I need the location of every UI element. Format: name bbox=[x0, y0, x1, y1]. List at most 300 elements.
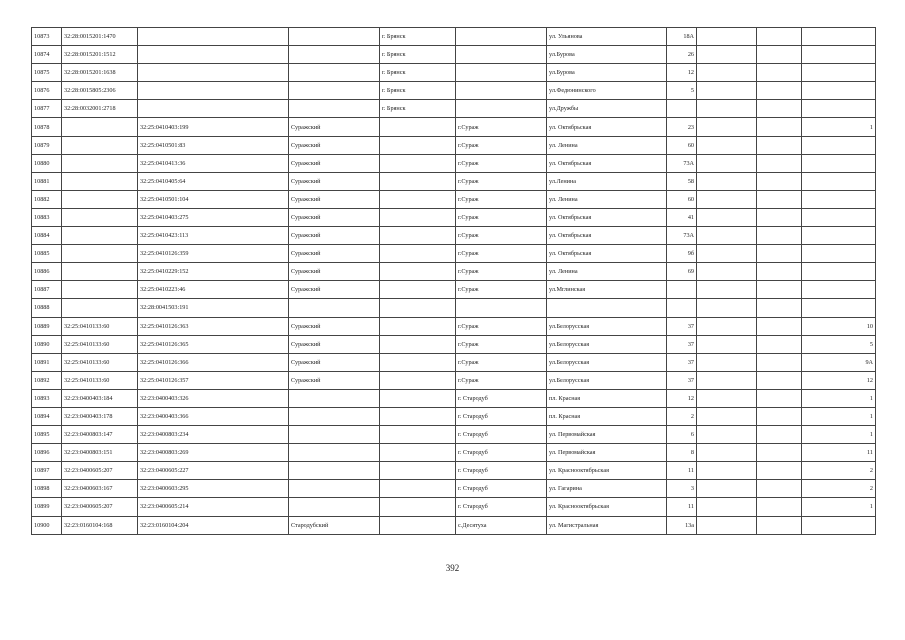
record-number-cell: 10896 bbox=[32, 444, 62, 462]
apartment-cell bbox=[802, 516, 876, 534]
district-cell bbox=[289, 444, 380, 462]
parcel-cadastral-number-cell: 32:23:0400605:207 bbox=[62, 462, 138, 480]
record-number-cell: 10875 bbox=[32, 64, 62, 82]
apartment-cell bbox=[802, 281, 876, 299]
settlement-cell: г. Стародуб bbox=[456, 426, 547, 444]
house-cell: 23 bbox=[667, 118, 697, 136]
parcel-cadastral-number-cell: 32:28:0032001:2718 bbox=[62, 100, 138, 118]
building-cell bbox=[697, 407, 757, 425]
object-cadastral-number-cell: 32:25:0410126:357 bbox=[138, 371, 289, 389]
district-cell: Суражский bbox=[289, 227, 380, 245]
city-cell: г. Брянск bbox=[380, 64, 456, 82]
street-cell: ул. Магистральная bbox=[547, 516, 667, 534]
object-cadastral-number-cell: 32:23:0400403:366 bbox=[138, 407, 289, 425]
object-cadastral-number-cell bbox=[138, 46, 289, 64]
settlement-cell: г.Сураж bbox=[456, 371, 547, 389]
settlement-cell: г. Стародуб bbox=[456, 444, 547, 462]
settlement-cell: г.Сураж bbox=[456, 190, 547, 208]
extra-cell bbox=[757, 426, 802, 444]
record-number-cell: 10888 bbox=[32, 299, 62, 317]
apartment-cell bbox=[802, 154, 876, 172]
street-cell: ул. Октябрьская bbox=[547, 245, 667, 263]
district-cell bbox=[289, 82, 380, 100]
table-row bbox=[32, 227, 876, 245]
parcel-cadastral-number-cell bbox=[62, 299, 138, 317]
parcel-cadastral-number-cell: 32:25:0410133:60 bbox=[62, 353, 138, 371]
district-cell: Суражский bbox=[289, 172, 380, 190]
house-cell: 60 bbox=[667, 190, 697, 208]
district-cell bbox=[289, 46, 380, 64]
record-number-cell: 10895 bbox=[32, 426, 62, 444]
extra-cell bbox=[757, 335, 802, 353]
house-cell: 9б bbox=[667, 245, 697, 263]
district-cell bbox=[289, 299, 380, 317]
city-cell bbox=[380, 136, 456, 154]
building-cell bbox=[697, 245, 757, 263]
house-cell: 69 bbox=[667, 263, 697, 281]
city-cell bbox=[380, 172, 456, 190]
record-number-cell: 10890 bbox=[32, 335, 62, 353]
settlement-cell: г. Стародуб bbox=[456, 480, 547, 498]
apartment-cell bbox=[802, 172, 876, 190]
parcel-cadastral-number-cell: 32:25:0410133:60 bbox=[62, 371, 138, 389]
house-cell: 11 bbox=[667, 498, 697, 516]
city-cell bbox=[380, 245, 456, 263]
object-cadastral-number-cell: 32:23:0400803:234 bbox=[138, 426, 289, 444]
house-cell: 37 bbox=[667, 353, 697, 371]
apartment-cell bbox=[802, 263, 876, 281]
record-number-cell: 10899 bbox=[32, 498, 62, 516]
city-cell bbox=[380, 498, 456, 516]
building-cell bbox=[697, 263, 757, 281]
record-number-cell: 10889 bbox=[32, 317, 62, 335]
building-cell bbox=[697, 190, 757, 208]
record-number-cell: 10881 bbox=[32, 172, 62, 190]
city-cell: г. Брянск bbox=[380, 82, 456, 100]
parcel-cadastral-number-cell: 32:23:0160104:168 bbox=[62, 516, 138, 534]
extra-cell bbox=[757, 245, 802, 263]
street-cell: ул.Федюнинского bbox=[547, 82, 667, 100]
record-number-cell: 10879 bbox=[32, 136, 62, 154]
table-row bbox=[32, 462, 876, 480]
house-cell: 13а bbox=[667, 516, 697, 534]
city-cell bbox=[380, 426, 456, 444]
table-row bbox=[32, 371, 876, 389]
apartment-cell: 2 bbox=[802, 480, 876, 498]
table-row bbox=[32, 208, 876, 226]
parcel-cadastral-number-cell: 32:23:0400803:151 bbox=[62, 444, 138, 462]
object-cadastral-number-cell bbox=[138, 64, 289, 82]
settlement-cell: г.Сураж bbox=[456, 317, 547, 335]
building-cell bbox=[697, 444, 757, 462]
building-cell bbox=[697, 480, 757, 498]
city-cell: г. Брянск bbox=[380, 100, 456, 118]
district-cell: Суражский bbox=[289, 353, 380, 371]
district-cell bbox=[289, 28, 380, 46]
settlement-cell: г.Сураж bbox=[456, 154, 547, 172]
house-cell: 3 bbox=[667, 480, 697, 498]
city-cell bbox=[380, 462, 456, 480]
street-cell: ул.Мглинская bbox=[547, 281, 667, 299]
object-cadastral-number-cell: 32:25:0410405:64 bbox=[138, 172, 289, 190]
settlement-cell: с.Десятуха bbox=[456, 516, 547, 534]
settlement-cell: г. Стародуб bbox=[456, 407, 547, 425]
district-cell: Суражский bbox=[289, 154, 380, 172]
apartment-cell bbox=[802, 82, 876, 100]
street-cell: ул.Бурова bbox=[547, 64, 667, 82]
city-cell bbox=[380, 227, 456, 245]
object-cadastral-number-cell: 32:25:0410423:113 bbox=[138, 227, 289, 245]
street-cell: ул.Дружбы bbox=[547, 100, 667, 118]
table-row bbox=[32, 118, 876, 136]
table-row bbox=[32, 498, 876, 516]
apartment-cell: 1 bbox=[802, 118, 876, 136]
building-cell bbox=[697, 371, 757, 389]
house-cell: 12 bbox=[667, 389, 697, 407]
apartment-cell: 2 bbox=[802, 462, 876, 480]
table-row bbox=[32, 64, 876, 82]
street-cell: ул. Ленина bbox=[547, 190, 667, 208]
register-table bbox=[31, 27, 876, 535]
settlement-cell: г.Сураж bbox=[456, 335, 547, 353]
extra-cell bbox=[757, 64, 802, 82]
apartment-cell bbox=[802, 208, 876, 226]
city-cell bbox=[380, 516, 456, 534]
settlement-cell: г.Сураж bbox=[456, 136, 547, 154]
apartment-cell: 1 bbox=[802, 426, 876, 444]
house-cell: 12 bbox=[667, 64, 697, 82]
street-cell: ул. Краснооктябрьская bbox=[547, 498, 667, 516]
table-row bbox=[32, 100, 876, 118]
district-cell: Суражский bbox=[289, 335, 380, 353]
extra-cell bbox=[757, 227, 802, 245]
record-number-cell: 10874 bbox=[32, 46, 62, 64]
street-cell: ул. Ленина bbox=[547, 136, 667, 154]
apartment-cell: 11 bbox=[802, 444, 876, 462]
district-cell bbox=[289, 480, 380, 498]
object-cadastral-number-cell: 32:25:0410223:46 bbox=[138, 281, 289, 299]
settlement-cell bbox=[456, 64, 547, 82]
parcel-cadastral-number-cell bbox=[62, 208, 138, 226]
table-row bbox=[32, 426, 876, 444]
extra-cell bbox=[757, 82, 802, 100]
extra-cell bbox=[757, 444, 802, 462]
record-number-cell: 10886 bbox=[32, 263, 62, 281]
parcel-cadastral-number-cell bbox=[62, 281, 138, 299]
extra-cell bbox=[757, 462, 802, 480]
city-cell bbox=[380, 389, 456, 407]
object-cadastral-number-cell: 32:25:0410403:275 bbox=[138, 208, 289, 226]
settlement-cell bbox=[456, 28, 547, 46]
street-cell: ул. Краснооктябрьская bbox=[547, 462, 667, 480]
street-cell: ул. Октябрьская bbox=[547, 208, 667, 226]
house-cell: 37 bbox=[667, 335, 697, 353]
record-number-cell: 10893 bbox=[32, 389, 62, 407]
street-cell: ул. Ленина bbox=[547, 263, 667, 281]
district-cell: Суражский bbox=[289, 371, 380, 389]
street-cell: ул.Белорусская bbox=[547, 353, 667, 371]
city-cell bbox=[380, 281, 456, 299]
apartment-cell: 12 bbox=[802, 371, 876, 389]
extra-cell bbox=[757, 46, 802, 64]
apartment-cell bbox=[802, 227, 876, 245]
object-cadastral-number-cell: 32:25:0410403:199 bbox=[138, 118, 289, 136]
extra-cell bbox=[757, 407, 802, 425]
table-row bbox=[32, 46, 876, 64]
extra-cell bbox=[757, 190, 802, 208]
extra-cell bbox=[757, 353, 802, 371]
object-cadastral-number-cell bbox=[138, 100, 289, 118]
building-cell bbox=[697, 462, 757, 480]
district-cell: Суражский bbox=[289, 317, 380, 335]
street-cell: ул.Ленина bbox=[547, 172, 667, 190]
extra-cell bbox=[757, 299, 802, 317]
city-cell bbox=[380, 444, 456, 462]
extra-cell bbox=[757, 100, 802, 118]
record-number-cell: 10876 bbox=[32, 82, 62, 100]
table-row bbox=[32, 480, 876, 498]
house-cell: 26 bbox=[667, 46, 697, 64]
object-cadastral-number-cell bbox=[138, 28, 289, 46]
city-cell bbox=[380, 335, 456, 353]
district-cell bbox=[289, 407, 380, 425]
house-cell: 37 bbox=[667, 317, 697, 335]
parcel-cadastral-number-cell bbox=[62, 154, 138, 172]
city-cell bbox=[380, 299, 456, 317]
object-cadastral-number-cell: 32:25:0410126:363 bbox=[138, 317, 289, 335]
extra-cell bbox=[757, 208, 802, 226]
record-number-cell: 10887 bbox=[32, 281, 62, 299]
record-number-cell: 10880 bbox=[32, 154, 62, 172]
street-cell: ул. Октябрьская bbox=[547, 118, 667, 136]
building-cell bbox=[697, 100, 757, 118]
settlement-cell: г.Сураж bbox=[456, 208, 547, 226]
city-cell bbox=[380, 190, 456, 208]
district-cell bbox=[289, 100, 380, 118]
extra-cell bbox=[757, 172, 802, 190]
object-cadastral-number-cell: 32:23:0400803:269 bbox=[138, 444, 289, 462]
settlement-cell: г.Сураж bbox=[456, 227, 547, 245]
table-row bbox=[32, 263, 876, 281]
apartment-cell bbox=[802, 136, 876, 154]
parcel-cadastral-number-cell: 32:23:0400403:178 bbox=[62, 407, 138, 425]
building-cell bbox=[697, 154, 757, 172]
street-cell: ул.Белорусская bbox=[547, 317, 667, 335]
table-row bbox=[32, 407, 876, 425]
table-row bbox=[32, 281, 876, 299]
city-cell bbox=[380, 407, 456, 425]
parcel-cadastral-number-cell: 32:23:0400605:207 bbox=[62, 498, 138, 516]
house-cell: 58 bbox=[667, 172, 697, 190]
record-number-cell: 10891 bbox=[32, 353, 62, 371]
object-cadastral-number-cell: 32:25:0410501:83 bbox=[138, 136, 289, 154]
register-sheet bbox=[31, 27, 875, 535]
record-number-cell: 10894 bbox=[32, 407, 62, 425]
record-number-cell: 10898 bbox=[32, 480, 62, 498]
record-number-cell: 10900 bbox=[32, 516, 62, 534]
object-cadastral-number-cell: 32:25:0410126:359 bbox=[138, 245, 289, 263]
district-cell bbox=[289, 426, 380, 444]
settlement-cell: г. Стародуб bbox=[456, 462, 547, 480]
object-cadastral-number-cell: 32:28:0041503:191 bbox=[138, 299, 289, 317]
settlement-cell: г.Сураж bbox=[456, 172, 547, 190]
apartment-cell bbox=[802, 46, 876, 64]
building-cell bbox=[697, 46, 757, 64]
house-cell: 73А bbox=[667, 154, 697, 172]
settlement-cell bbox=[456, 46, 547, 64]
settlement-cell: г.Сураж bbox=[456, 118, 547, 136]
house-cell: 2 bbox=[667, 407, 697, 425]
parcel-cadastral-number-cell: 32:25:0410133:60 bbox=[62, 335, 138, 353]
street-cell: ул. Гагарина bbox=[547, 480, 667, 498]
house-cell: 73А bbox=[667, 227, 697, 245]
city-cell bbox=[380, 208, 456, 226]
apartment-cell bbox=[802, 190, 876, 208]
table-row bbox=[32, 245, 876, 263]
city-cell bbox=[380, 371, 456, 389]
apartment-cell: 1 bbox=[802, 407, 876, 425]
extra-cell bbox=[757, 118, 802, 136]
house-cell: 60 bbox=[667, 136, 697, 154]
parcel-cadastral-number-cell: 32:28:0015805:2306 bbox=[62, 82, 138, 100]
city-cell bbox=[380, 480, 456, 498]
table-row bbox=[32, 516, 876, 534]
building-cell bbox=[697, 64, 757, 82]
table-row bbox=[32, 335, 876, 353]
apartment-cell bbox=[802, 100, 876, 118]
building-cell bbox=[697, 498, 757, 516]
record-number-cell: 10873 bbox=[32, 28, 62, 46]
city-cell bbox=[380, 263, 456, 281]
parcel-cadastral-number-cell: 32:28:0015201:1470 bbox=[62, 28, 138, 46]
parcel-cadastral-number-cell: 32:23:0400803:147 bbox=[62, 426, 138, 444]
building-cell bbox=[697, 28, 757, 46]
parcel-cadastral-number-cell bbox=[62, 172, 138, 190]
parcel-cadastral-number-cell bbox=[62, 190, 138, 208]
city-cell bbox=[380, 118, 456, 136]
record-number-cell: 10885 bbox=[32, 245, 62, 263]
extra-cell bbox=[757, 480, 802, 498]
record-number-cell: 10892 bbox=[32, 371, 62, 389]
object-cadastral-number-cell: 32:25:0410126:365 bbox=[138, 335, 289, 353]
building-cell bbox=[697, 82, 757, 100]
object-cadastral-number-cell: 32:25:0410229:152 bbox=[138, 263, 289, 281]
district-cell: Суражский bbox=[289, 281, 380, 299]
building-cell bbox=[697, 227, 757, 245]
extra-cell bbox=[757, 28, 802, 46]
building-cell bbox=[697, 353, 757, 371]
object-cadastral-number-cell: 32:25:0410501:104 bbox=[138, 190, 289, 208]
extra-cell bbox=[757, 389, 802, 407]
street-cell: ул. Октябрьская bbox=[547, 154, 667, 172]
district-cell: Суражский bbox=[289, 190, 380, 208]
object-cadastral-number-cell bbox=[138, 82, 289, 100]
street-cell: ул. Первомайская bbox=[547, 426, 667, 444]
object-cadastral-number-cell: 32:23:0400603:295 bbox=[138, 480, 289, 498]
settlement-cell bbox=[456, 299, 547, 317]
table-row bbox=[32, 444, 876, 462]
object-cadastral-number-cell: 32:23:0400403:326 bbox=[138, 389, 289, 407]
object-cadastral-number-cell: 32:23:0400605:227 bbox=[138, 462, 289, 480]
extra-cell bbox=[757, 516, 802, 534]
street-cell: ул.Бурова bbox=[547, 46, 667, 64]
record-number-cell: 10884 bbox=[32, 227, 62, 245]
table-row bbox=[32, 28, 876, 46]
extra-cell bbox=[757, 136, 802, 154]
building-cell bbox=[697, 426, 757, 444]
table-row bbox=[32, 172, 876, 190]
table-row bbox=[32, 82, 876, 100]
apartment-cell: 10 bbox=[802, 317, 876, 335]
building-cell bbox=[697, 317, 757, 335]
table-row bbox=[32, 136, 876, 154]
parcel-cadastral-number-cell: 32:25:0410133:60 bbox=[62, 317, 138, 335]
street-cell: пл. Красная bbox=[547, 389, 667, 407]
record-number-cell: 10897 bbox=[32, 462, 62, 480]
building-cell bbox=[697, 208, 757, 226]
house-cell: 11 bbox=[667, 462, 697, 480]
extra-cell bbox=[757, 371, 802, 389]
settlement-cell: г.Сураж bbox=[456, 263, 547, 281]
record-number-cell: 10877 bbox=[32, 100, 62, 118]
street-cell bbox=[547, 299, 667, 317]
house-cell: 18А bbox=[667, 28, 697, 46]
record-number-cell: 10878 bbox=[32, 118, 62, 136]
house-cell bbox=[667, 299, 697, 317]
house-cell: 6 bbox=[667, 426, 697, 444]
settlement-cell bbox=[456, 82, 547, 100]
district-cell: Суражский bbox=[289, 208, 380, 226]
building-cell bbox=[697, 389, 757, 407]
house-cell bbox=[667, 281, 697, 299]
parcel-cadastral-number-cell: 32:23:0400403:184 bbox=[62, 389, 138, 407]
apartment-cell bbox=[802, 245, 876, 263]
apartment-cell: 1 bbox=[802, 498, 876, 516]
settlement-cell bbox=[456, 100, 547, 118]
house-cell: 8 bbox=[667, 444, 697, 462]
building-cell bbox=[697, 136, 757, 154]
district-cell bbox=[289, 389, 380, 407]
parcel-cadastral-number-cell bbox=[62, 263, 138, 281]
settlement-cell: г. Стародуб bbox=[456, 389, 547, 407]
city-cell bbox=[380, 154, 456, 172]
building-cell bbox=[697, 118, 757, 136]
extra-cell bbox=[757, 281, 802, 299]
table-row bbox=[32, 389, 876, 407]
district-cell bbox=[289, 462, 380, 480]
object-cadastral-number-cell: 32:25:0410126:366 bbox=[138, 353, 289, 371]
apartment-cell bbox=[802, 28, 876, 46]
object-cadastral-number-cell: 32:23:0400605:214 bbox=[138, 498, 289, 516]
record-number-cell: 10882 bbox=[32, 190, 62, 208]
district-cell: Суражский bbox=[289, 263, 380, 281]
district-cell bbox=[289, 64, 380, 82]
city-cell bbox=[380, 317, 456, 335]
object-cadastral-number-cell: 32:23:0160104:204 bbox=[138, 516, 289, 534]
apartment-cell bbox=[802, 64, 876, 82]
district-cell: Суражский bbox=[289, 118, 380, 136]
record-number-cell: 10883 bbox=[32, 208, 62, 226]
object-cadastral-number-cell: 32:25:0410413:36 bbox=[138, 154, 289, 172]
settlement-cell: г.Сураж bbox=[456, 245, 547, 263]
extra-cell bbox=[757, 498, 802, 516]
city-cell: г. Брянск bbox=[380, 46, 456, 64]
apartment-cell: 5 bbox=[802, 335, 876, 353]
extra-cell bbox=[757, 154, 802, 172]
parcel-cadastral-number-cell bbox=[62, 136, 138, 154]
building-cell bbox=[697, 335, 757, 353]
district-cell bbox=[289, 498, 380, 516]
